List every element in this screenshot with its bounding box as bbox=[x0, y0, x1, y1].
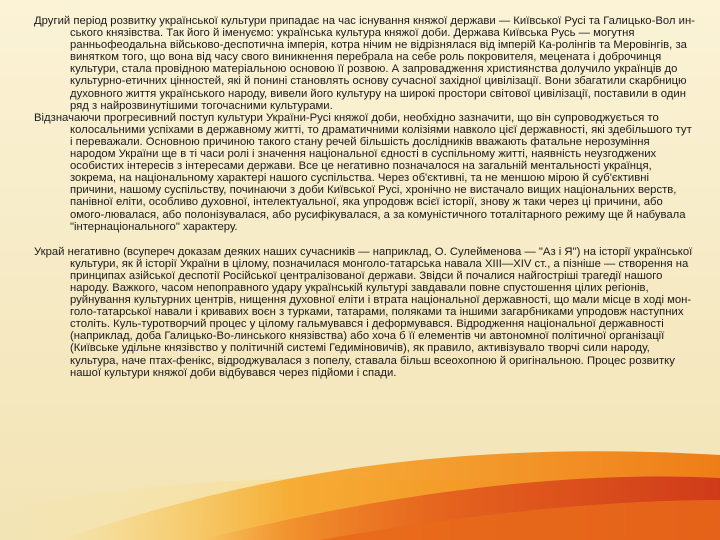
paragraph-2: Відзначаючи прогресивний поступ культури України-Русі княжої доби, необхідно зазначити, що він супроводжується то колосальними успіхами в державному житті, то драматичними колізіями навколо цієї державності, які здебільшого тут і переважали. Основною причиною такого стану речей більшість дослідників вважають фатальне нерозуміння народом України ще в ті часи ролі і значення національної єдності в суспільному житті, наявність неузгоджених особистих інтересів з інтересами держави. Все це негативно позначалося на загальній ментальності українця, зокрема, на національному характері нашого суспільства. Через об'єктивні, та не меншою мірою й суб'єктивні причини, нашому суспільству, починаючи з доби Київської Русі, хронічно не вистачало вищих національних верств, панівної еліти, особливо духовної, інтелектуальної, яка упродовж всієї історії, знову ж таки через ці причини, або омого-лювалася, або полонізувалася, або русифікувалася, а за комуністичного тоталітарного режиму ще й набувала "інтернаціонального" характеру. bbox=[34, 111, 692, 233]
paragraph-1: Другий період розвитку української культури припадає на час існування княжої держави — Київської Русі та Галицько-Вол ин-ського князівства. Так його й іменуємо: українська культура княжої доби. Держава Київська Русь — могутня ранньофеодальна військово-деспотична імперія, котра нічим не відрізнялася від імперій Ка-ролінгів та Меровінгів, за винятком того, що вона від часу свого виникнення перебрала на себе роль покровителя, мецената і доброчинця культури, стала провідною матеріальною основою її розвою. А запровадження християнства долучило українців до культурно-етичних цінностей, які й понині становлять основу сучасної західної цивілізації. Вони збагатили скарбницю духовного життя українського народу, вивели його культуру на широкі простори світової цивілізації, поставили в один ряд з найрозвинутішими тогочасними культурами. bbox=[34, 15, 695, 112]
document-body bbox=[34, 15, 696, 379]
paragraph-spacer bbox=[34, 233, 696, 246]
paragraph-3: Украй негативно (всупереч доказам деяких наших сучасників — наприклад, О. Сулейменова — "Аз і Я") на історії української культури, як й історії України в цілому, позначилася монголо-татарська навала XIII—XIV ст., а пізніше — створення на принципах азійської деспотії Російської централізованої держави. Звідси й почалися найгостріші трагедії нашого народу. Важкого, часом непоправного удару українській культурі завдавали повне спустошення цілих регіонів, руйнування культурних центрів, нищення духовної еліти і втрата національної державності, що мали місце в ході мон-голо-татарської навали і кривавих воєн з турками, татарами, поляками та іншими загарбниками упродовж наступних століть. Куль-туротворчий процес у цілому гальмувався і деформувався. Відродження національної державності (наприклад, доба Галицько-Во-линського князівства) або хоча б її елементів чи автономної політичної організації (Київське удільне князівство у політичній системі Гедиміновичів), як правило, активізувало творчі сили народу, культура, наче птах-фенікс, відроджувалася з попелу, ставала більш всеохопною й оригінальною. Процес розвитку нашої культури княжої доби відбувався через підйоми і спади. bbox=[34, 245, 693, 379]
